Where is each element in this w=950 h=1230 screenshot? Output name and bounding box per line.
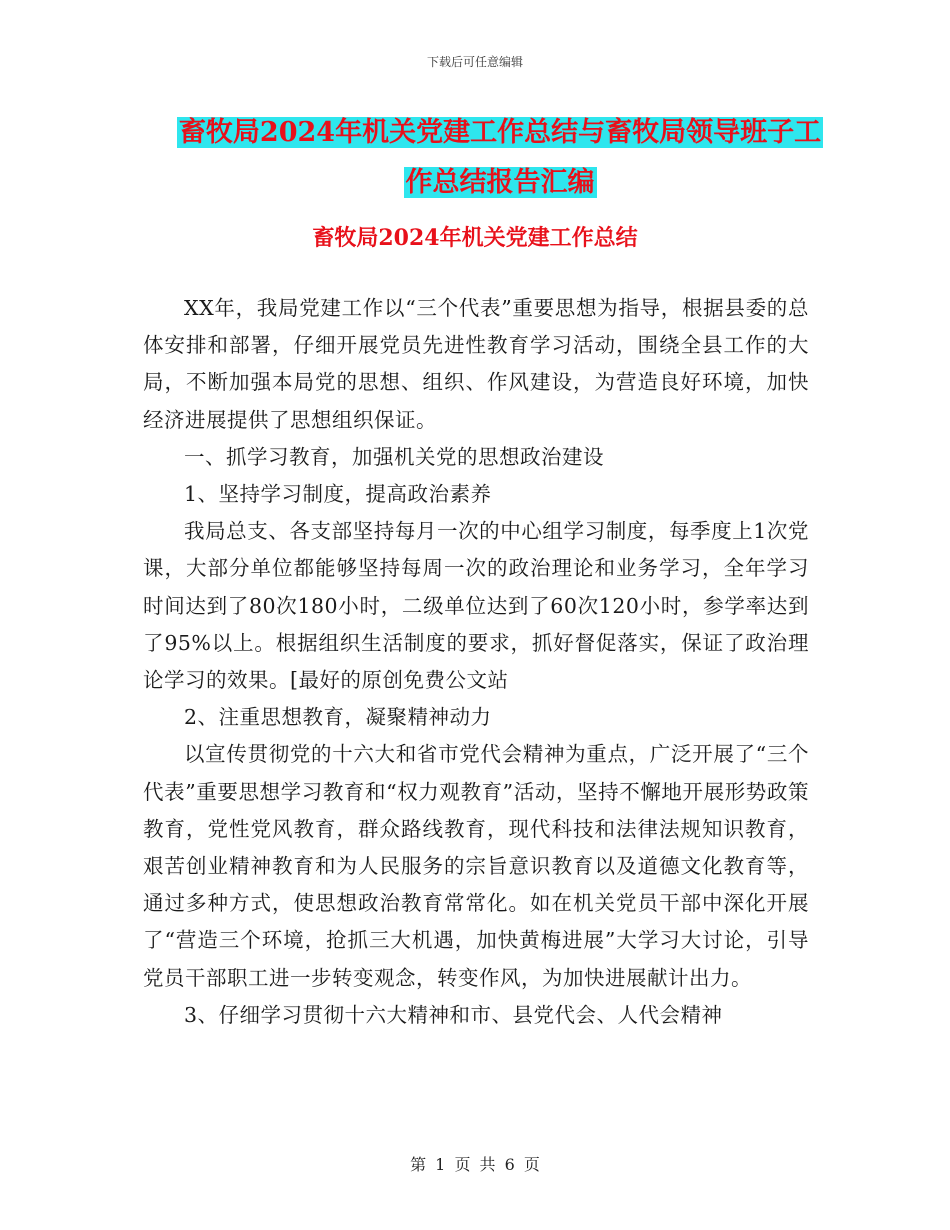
section-title: 畜牧局2024年机关党建工作总结: [312, 225, 638, 251]
heading-level-2: 3、仔细学习贯彻十六大精神和市、县党代会、人代会精神: [184, 1002, 723, 1027]
title-line-1: 畜牧局2024年机关党建工作总结与畜牧局领导班子工: [178, 117, 822, 148]
page-footer: 第 1 页 共 6 页: [410, 1155, 540, 1174]
document-body: [143, 290, 809, 1034]
title-line-2: 作总结报告汇编: [405, 167, 595, 198]
paragraph: 以宣传贯彻党的十六大和省市党代会精神为重点，广泛开展了“三个代表”重要思想学习教育和“权力观教育”活动，坚持不懈地开展形势政策教育，党性党风教育，群众路线教育，现代科技和法律法规知识教育，艰苦创业精神教育和为人民服务的宗旨意识教育以及道德文化教育等，通过多种方式，使思想政治教育常常化。如在机关党员干部中深化开展了“营造三个环境，抢抓三大机遇，加快黄梅进展”大学习大讨论，引导党员干部职工进一步转变观念，转变作风，为加快进展献计出力。: [143, 742, 809, 990]
paragraph: XX年，我局党建工作以“三个代表”重要思想为指导，根据县委的总体安排和部署，仔细开展党员先进性教育学习活动，围绕全县工作的大局，不断加强本局党的思想、组织、作风建设，为营造良好环境，加快经济进展提供了思想组织保证。: [143, 296, 809, 432]
heading-level-2: 2、注重思想教育，凝聚精神动力: [184, 705, 492, 730]
header-note: 下载后可任意编辑: [426, 55, 523, 69]
heading-level-2: 1、坚持学习制度，提高政治素养: [184, 482, 492, 507]
paragraph: 我局总支、各支部坚持每月一次的中心组学习制度，每季度上1次党课，大部分单位都能够坚持每周一次的政治理论和业务学习，全年学习时间达到了80次180小时，二级单位达到了60次120小时，参学率达到了95%以上。根据组织生活制度的要求，抓好督促落实，保证了政治理论学习的效果。[最好的原创免费公文站: [143, 519, 809, 693]
document-title: [140, 108, 860, 208]
heading-level-1: 一、抓学习教育，加强机关党的思想政治建设: [184, 444, 604, 469]
